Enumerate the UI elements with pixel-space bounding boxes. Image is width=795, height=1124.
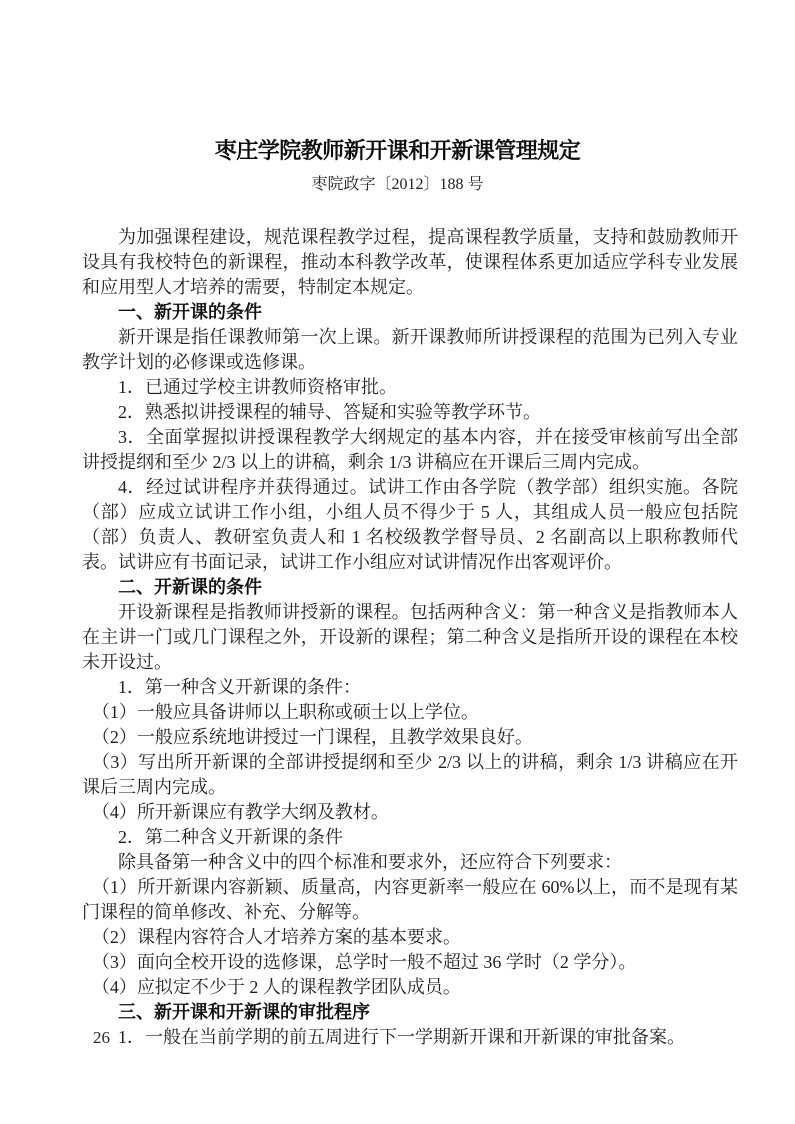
document-number: 枣院政字〔2012〕188 号 xyxy=(311,176,484,193)
paragraph: （1）所开新课内容新颖、质量高，内容更新率一般应在 60%以上，而不是现有某门课程的简单修改、补充、分解等。 xyxy=(82,877,738,922)
paragraph: 新开课是指任课教师第一次上课。新开课教师所讲授课程的范围为已列入专业教学计划的必修课或选修课。 xyxy=(82,327,738,372)
paragraph: （4）应拟定不少于 2 人的课程教学团队成员。 xyxy=(91,977,461,997)
section-heading: 三、新开课和开新课的审批程序 xyxy=(118,1002,370,1022)
paragraph: 2．熟悉拟讲授课程的辅导、答疑和实验等教学环节。 xyxy=(118,402,541,422)
page-number: 26 xyxy=(93,1028,110,1047)
paragraph: 1．已通过学校主讲教师资格审批。 xyxy=(118,377,397,397)
paragraph: 2．第二种含义开新课的条件 xyxy=(118,827,343,847)
paragraph: （3）写出所开新课的全部讲授提纲和至少 2/3 以上的讲稿，剩余 1/3 讲稿应在开课后三周内完成。 xyxy=(82,752,738,797)
paragraph: （2）一般应系统地讲授过一门课程，且教学效果良好。 xyxy=(91,727,533,747)
paragraph: 开设新课程是指教师讲授新的课程。包括两种含义：第一种含义是指教师本人在主讲一门或几门课程之外，开设新的课程；第二种含义是指所开设的课程在本校未开设过。 xyxy=(82,602,738,672)
paragraph: 4．经过试讲程序并获得通过。试讲工作由各学院（教学部）组织实施。各院（部）应成立试讲工作小组，小组人员不得少于 5 人，其组成人员一般应包括院（部）负责人、教研室负责人和 1 名校级教学督导员、2 名副高以上职称教师代表。试讲应有书面记录，试讲工作小组应对试讲情况作出客观评价。 xyxy=(82,477,738,572)
paragraph: （3）面向全校开设的选修课，总学时一般不超过 36 学时（2 学分）。 xyxy=(91,952,637,972)
section-heading: 二、开新课的条件 xyxy=(118,577,262,597)
paragraph: 1．一般在当前学期的前五周进行下一学期新开课和开新课的审批备案。 xyxy=(118,1027,685,1047)
paragraph: （4）所开新课应有教学大纲及教材。 xyxy=(91,802,389,822)
section-heading: 一、新开课的条件 xyxy=(118,302,262,322)
paragraph: 为加强课程建设，规范课程教学过程，提高课程教学质量，支持和鼓励教师开设具有我校特色的新课程，推动本科教学改革，使课程体系更加适应学科专业发展和应用型人才培养的需要，特制定本规定。 xyxy=(82,227,738,297)
document-content xyxy=(82,225,738,1050)
paragraph: 1．第一种含义开新课的条件： xyxy=(118,677,361,697)
paragraph: （1）一般应具备讲师以上职称或硕士以上学位。 xyxy=(91,702,479,722)
paragraph: 除具备第一种含义中的四个标准和要求外，还应符合下列要求： xyxy=(118,852,622,872)
document-title: 枣庄学院教师新开课和开新课管理规定 xyxy=(214,138,581,163)
paragraph: （2）课程内容符合人才培养方案的基本要求。 xyxy=(91,927,461,947)
paragraph: 3．全面掌握拟讲授课程教学大纲规定的基本内容，并在接受审核前写出全部讲授提纲和至少 2/3 以上的讲稿，剩余 1/3 讲稿应在开课后三周内完成。 xyxy=(82,427,738,472)
